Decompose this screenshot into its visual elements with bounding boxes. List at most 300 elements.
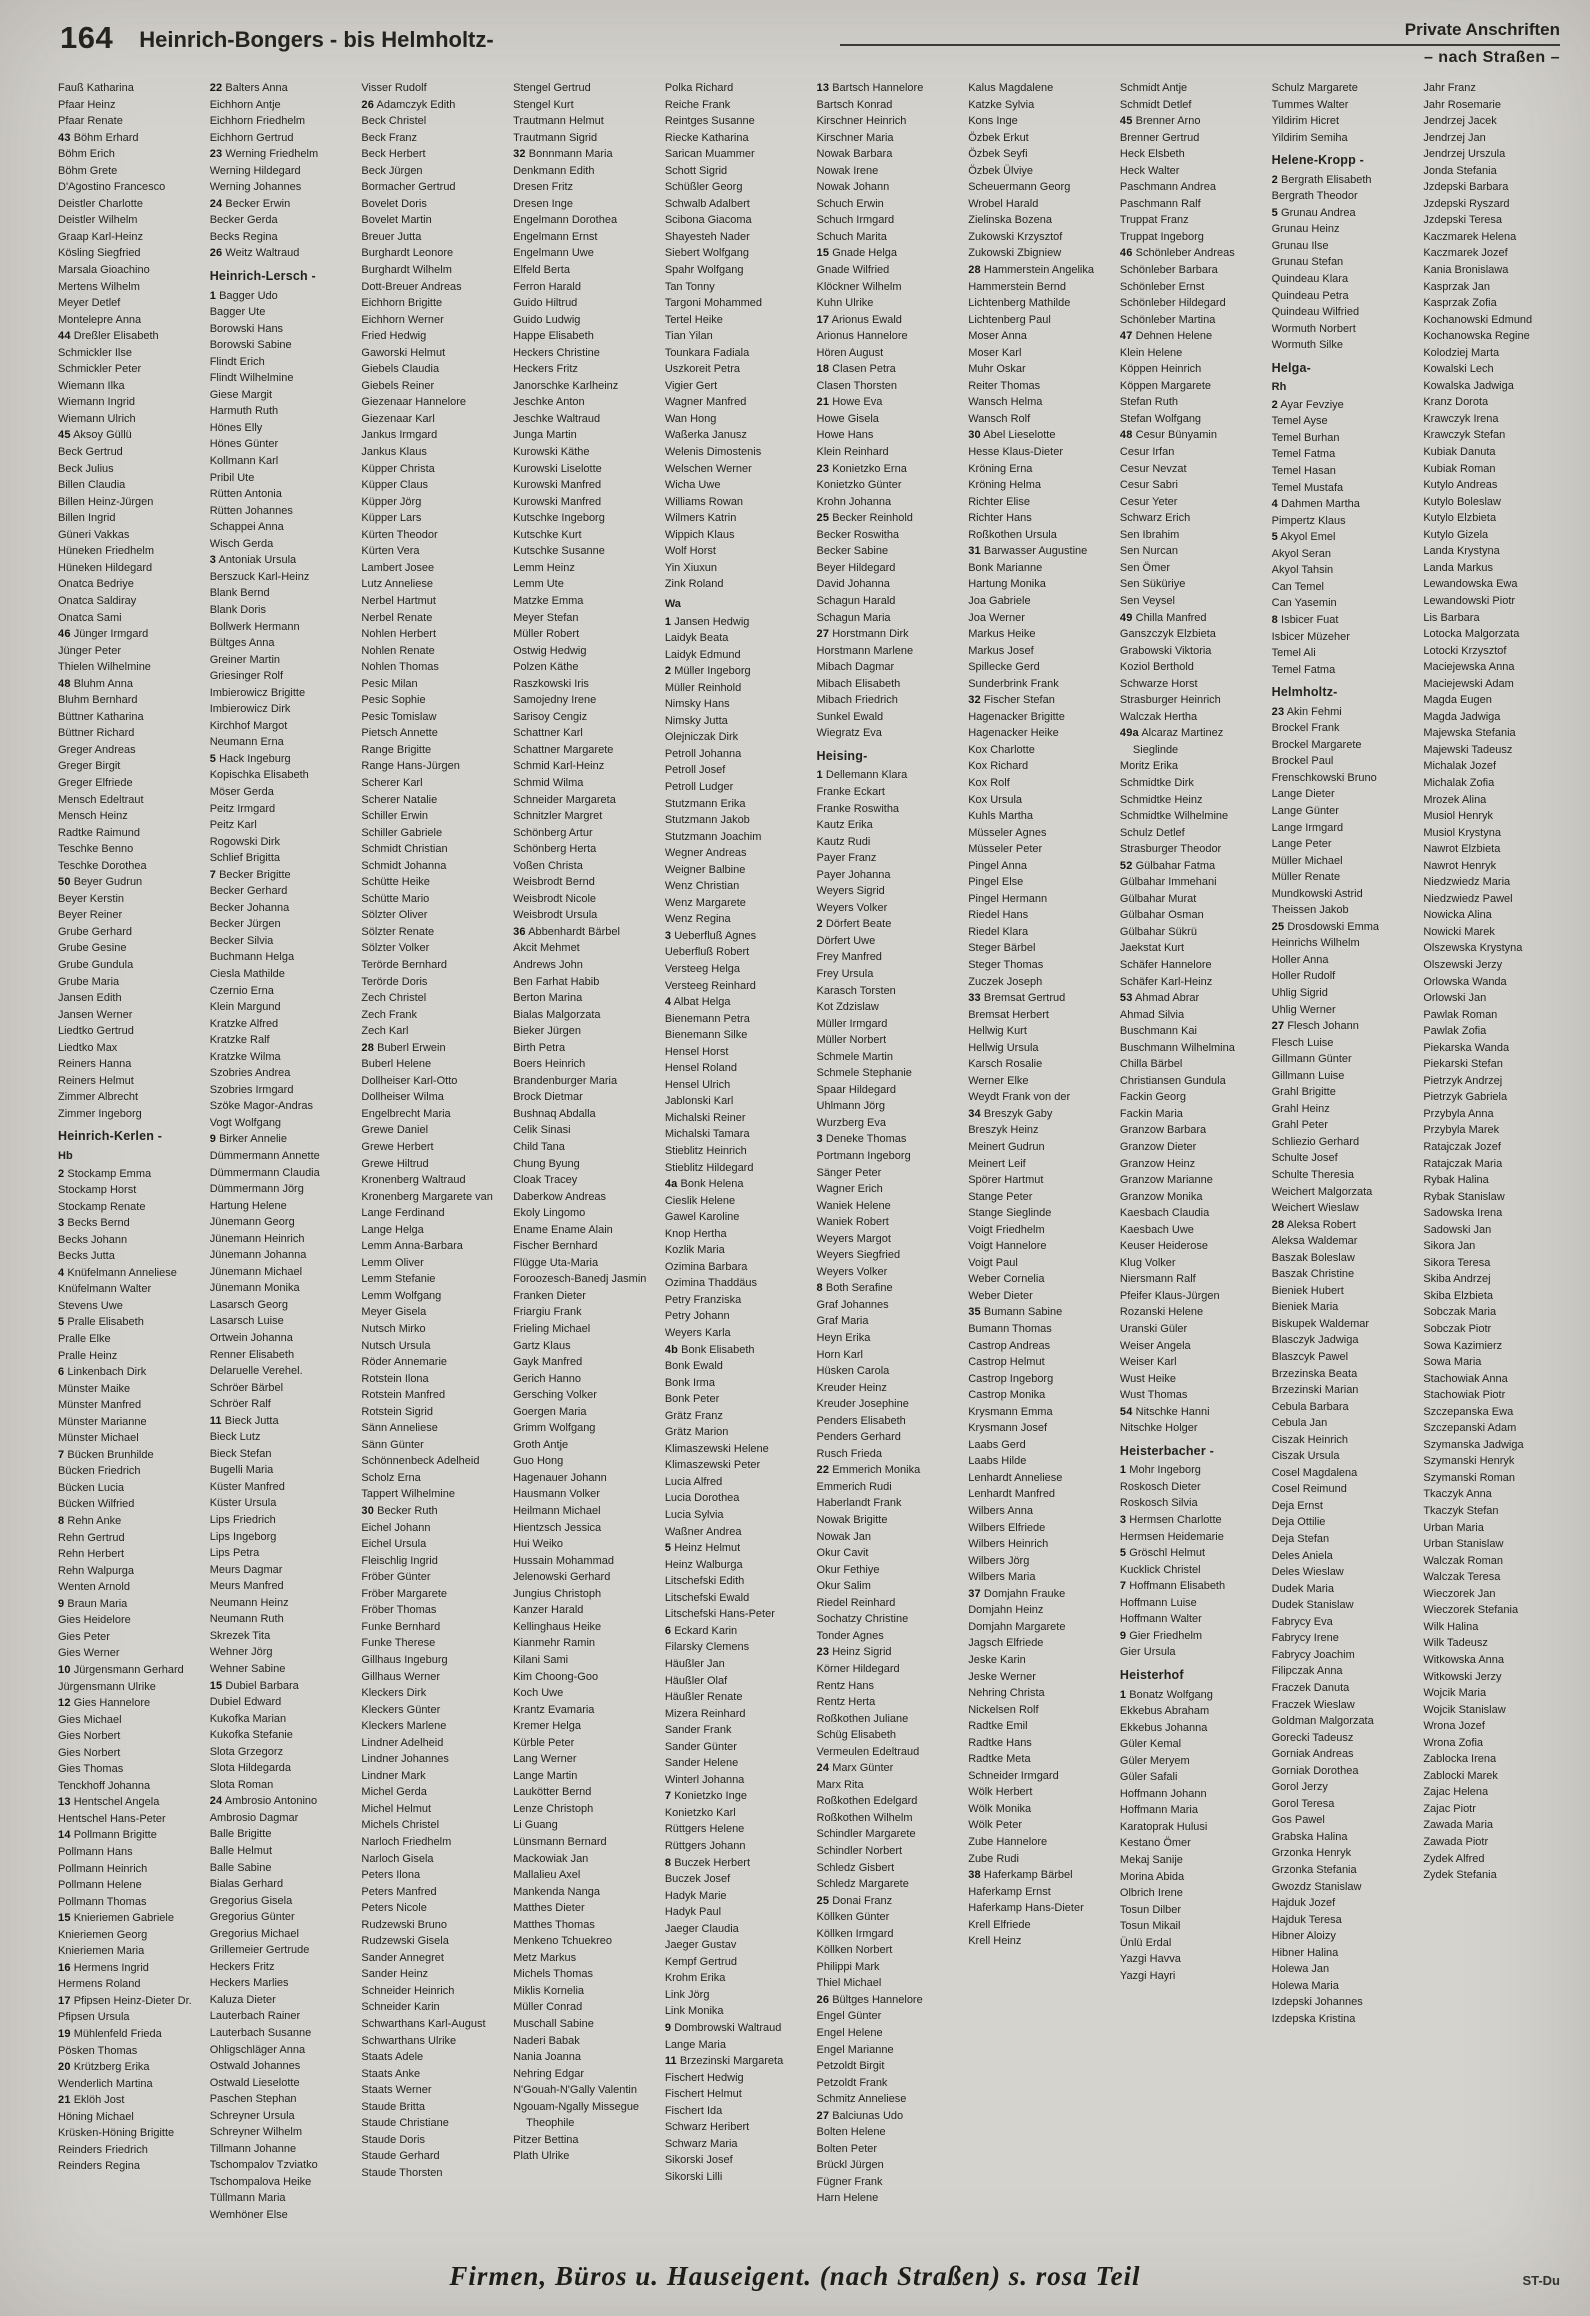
directory-entry: Borowski Sabine [209,339,292,352]
directory-entry: Neumann Ruth [209,1613,284,1626]
directory-entry: Hartung Monika [968,578,1046,591]
directory-entry: Tenckhoff Johanna [58,1779,151,1792]
directory-entry: Jzdepski Ryszard [1423,197,1510,210]
directory-entry: Nawrot Elzbieta [1423,843,1501,856]
directory-entry: Waniek Helene [816,1199,891,1212]
directory-entry: 8 Both Serafine [816,1282,893,1295]
directory-entry: Küster Manfred [209,1480,285,1493]
house-number: 45 [1119,115,1133,128]
directory-entry: Bergrath Theodor [1271,190,1358,203]
directory-entry: 50 Beyer Gudrun [58,876,143,889]
directory-entry: Trautmann Sigrid [513,131,598,144]
directory-entry: Lasarsch Luise [209,1315,284,1328]
directory-entry: Janorschke Karlheinz [513,379,619,392]
directory-entry: Nowak Jan [816,1530,871,1543]
directory-entry: Olszewski Jerzy [1423,958,1503,971]
directory-entry: Köllken Günter [816,1911,890,1924]
directory-entry: 46 Schönleber Andreas [1119,247,1235,260]
directory-entry: Krüsken-Höning Brigitte [58,2127,175,2140]
directory-entry: Hui Weiko [513,1538,564,1551]
directory-entry: Ambrosio Dagmar [209,1811,299,1824]
directory-entry: 7 Hoffmann Elisabeth [1119,1580,1226,1593]
directory-entry: Strasburger Heinrich [1119,694,1221,707]
directory-entry: Tian Yilan [664,330,713,343]
directory-entry: Gier Ursula [1119,1646,1176,1659]
directory-entry: Pralle Elke [58,1333,111,1346]
directory-entry: Schreyner Ursula [209,2109,295,2122]
directory-entry: Szczepanski Adam [1423,1422,1517,1435]
directory-entry: Polka Richard [664,82,734,94]
directory-entry: Horn Karl [816,1348,863,1361]
directory-entry: Can Yasemin [1271,597,1337,610]
directory-entry: Frenschkowski Bruno [1271,771,1377,784]
directory-entry: Lange Martin [513,1769,578,1782]
house-number: 49 [1119,611,1133,624]
directory-entry: Ganszczyk Elzbieta [1119,628,1216,641]
directory-entry: Stutzmann Joachim [664,830,762,843]
directory-entry: Cieslik Helene [664,1194,736,1207]
directory-entry: 30 Abel Lieselotte [968,429,1056,442]
directory-entry: Moser Karl [968,346,1022,359]
directory-entry: Richter Elise [968,495,1030,508]
directory-entry: Meurs Dagmar [209,1563,283,1576]
directory-entry: Olbrich Irene [1119,1887,1183,1900]
directory-entry: 25 Donai Franz [816,1894,893,1907]
directory-entry: Frey Ursula [816,967,874,980]
directory-entry: Pollmann Helene [58,1879,142,1892]
directory-entry: Wenz Margarete [664,896,746,909]
directory-entry: Lemm Wolfgang [361,1289,442,1302]
directory-entry: Grunau Heinz [1271,223,1340,236]
directory-entry: Dollheiser Wilma [361,1091,444,1104]
directory-entry: 22 Balters Anna [209,82,288,94]
directory-entry: 10 Jürgensmann Gerhard [58,1663,184,1676]
column-9 [1272,80,1415,2027]
directory-entry: Kurowski Käthe [513,446,590,459]
directory-entry: Targoni Mohammed [664,297,763,310]
directory-entry: Beck Christel [361,115,427,128]
directory-entry: Flesch Luise [1271,1036,1334,1049]
directory-entry: Markus Heike [968,628,1036,641]
directory-entry: Przybyla Marek [1423,1124,1500,1137]
directory-entry: Kutylo Gizela [1423,528,1489,541]
directory-entry: Schott Sigrid [664,164,728,177]
district-label: Rh [1271,381,1287,394]
directory-entry: Yin Xiuxun [664,561,717,574]
directory-entry: Staude Thorsten [361,2166,443,2179]
directory-entry: Becker Gerhard [209,885,288,898]
directory-entry: Giebels Reiner [361,379,435,392]
directory-entry: Bieker Jürgen [513,1025,581,1038]
directory-entry: Brock Dietmar [513,1091,583,1104]
directory-entry: Nohlen Herbert [361,628,436,641]
directory-entry: Hausmann Volker [513,1488,600,1501]
directory-entry: Bienemann Silke [664,1029,748,1042]
directory-entry: Engelmann Dorothea [513,214,618,227]
directory-entry: Weber Cornelia [968,1273,1045,1286]
directory-entry: Ciszak Ursula [1271,1450,1340,1463]
house-number: 9 [1119,1629,1127,1642]
directory-entry: 4 Dahmen Martha [1271,498,1360,511]
directory-entry: Schüßler Georg [664,181,743,194]
directory-entry: Grunau Ilse [1271,239,1329,252]
directory-entry: Uhlmann Jörg [816,1100,885,1113]
directory-entry: Graf Johannes [816,1298,889,1311]
directory-entry: Ename Ename Alain [513,1223,613,1236]
directory-entry: Friargiu Frank [513,1306,582,1319]
house-number: 32 [968,694,981,707]
directory-entry: Becker Sabine [816,545,889,558]
directory-entry: Wiegratz Eva [816,727,882,740]
house-number: 25 [816,1894,830,1907]
directory-entry: Temel Fatma [1271,663,1336,676]
directory-entry: Eichhorn Brigitte [361,297,443,310]
directory-entry: Kratzke Alfred [209,1017,279,1030]
directory-entry: 7 Konietzko Inge [664,1790,747,1803]
directory-entry: Pietrzyk Gabriela [1423,1091,1508,1104]
directory-entry: Ueberfluß Robert [664,946,750,959]
directory-entry: Scherer Natalie [361,793,438,806]
directory-entry: Schütte Heike [361,876,430,889]
directory-entry: Knieriemen Maria [58,1945,145,1958]
directory-entry: Wagner Erich [816,1183,883,1196]
directory-entry: Voigt Hannelore [968,1240,1047,1253]
directory-entry: Lauterbach Rainer [209,2010,301,2023]
house-number: 45 [58,429,71,442]
directory-entry: Münster Marianne [58,1415,147,1428]
house-number: 22 [816,1464,830,1477]
directory-entry: Ostwald Johannes [209,2060,301,2073]
directory-entry: Balle Brigitte [209,1828,272,1841]
header-right-line2: – nach Straßen – [1423,49,1560,66]
directory-entry: Ohligschläger Anna [209,2043,306,2056]
directory-entry: Schmid Wilma [513,776,584,789]
footer-note: Firmen, Büros u. Hauseigent. (nach Straßen) s. rosa Teil [449,2261,1141,2291]
directory-entry: Schwarz Maria [664,2137,738,2150]
directory-entry: Cosel Magdalena [1271,1466,1358,1479]
directory-entry: Frey Manfred [816,951,882,964]
directory-entry: Sochatzy Christine [816,1613,909,1626]
directory-entry: Vermeulen Edeltraud [816,1745,920,1758]
district-label: Wa [664,597,681,610]
directory-entry: 8 Isbicer Fuat [1271,613,1339,626]
directory-entry: Rütten Johannes [209,504,293,517]
directory-entry: Zawada Maria [1423,1819,1494,1832]
directory-entry: Philippi Mark [816,1960,880,1973]
directory-entry: Gayk Manfred [513,1356,583,1369]
directory-entry: Jonda Stefania [1423,164,1497,177]
directory-entry: 38 Haferkamp Bärbel [968,1869,1073,1882]
directory-entry: Thielen Wilhelmine [58,661,151,674]
directory-entry: Schmidt Detlef [1119,98,1192,111]
directory-entry: Winterl Johanna [664,1773,745,1786]
directory-entry: Schwarthans Karl-August [361,2017,486,2030]
directory-entry: Fleischlig Ingrid [361,1554,438,1567]
directory-entry: Bolten Peter [816,2142,878,2155]
directory-entry: Payer Johanna [816,868,891,881]
directory-entry: Lucia Alfred [664,1475,723,1488]
directory-entry: Kollmann Karl [209,455,279,468]
directory-entry: Menkeno Tchuekreo [513,1935,612,1948]
directory-entry: Gülbahar Sükrü [1119,925,1197,938]
directory-entry: Grillemeier Gertrude [209,1944,310,1957]
directory-entry: Sen Süküriye [1119,578,1186,591]
directory-entry: Kronenberg Margarete van [361,1190,493,1203]
directory-entry: Miklis Kornelia [513,1984,585,1997]
directory-entry: Jablonski Karl [664,1095,734,1108]
directory-entry: Nowak Johann [816,181,890,194]
directory-entry: Kochanowski Edmund [1423,313,1533,326]
directory-entry: Gillmann Günter [1271,1053,1352,1066]
directory-entry: Range Brigitte [361,743,432,756]
directory-entry: Orlowska Wanda [1423,975,1507,988]
directory-entry: Stieblitz Hildegard [664,1161,754,1174]
directory-entry: Zajac Helena [1423,1786,1489,1799]
directory-entry: Reiche Frank [664,98,731,111]
directory-entry: Mekaj Sanije [1119,1853,1183,1866]
directory-entry: Grabska Halina [1271,1830,1348,1843]
directory-entry: Sowa Kazimierz [1423,1339,1503,1352]
directory-entry: Balle Sabine [209,1861,272,1874]
directory-entry: Berszuck Karl-Heinz [209,570,310,583]
directory-entry: Eichhorn Friedhelm [209,115,306,128]
directory-entry: David Johanna [816,578,890,591]
directory-entry: Wrona Zofia [1423,1736,1484,1749]
directory-entry: Bagger Ute [209,306,266,319]
directory-entry: Franke Roswitha [816,802,900,815]
house-number: 2 [1271,173,1278,186]
house-number: 21 [58,2094,71,2107]
directory-entry: Beck Gertrud [58,446,123,459]
directory-entry: Schledz Gisbert [816,1861,895,1874]
house-number: 5 [58,1316,65,1329]
directory-entry: Groth Antje [513,1438,569,1451]
directory-entry: Buchmann Helga [209,951,295,964]
directory-entry: Zech Christel [361,992,427,1005]
directory-entry: Tschompalova Heike [209,2175,312,2188]
directory-entry: Penders Gerhard [816,1431,901,1444]
house-number: 15 [58,1912,71,1925]
directory-entry: Terörde Bernhard [361,958,448,971]
directory-entry: Kozlik Maria [664,1244,725,1257]
directory-entry: Child Tana [513,1141,565,1153]
directory-entry: Hibner Halina [1271,1946,1339,1959]
directory-entry: Tounkara Fadiala [664,346,750,359]
directory-entry: Stieblitz Heinrich [664,1145,747,1157]
directory-entry: Pingel Else [968,876,1024,889]
directory-entry: Payer Franz [816,852,877,865]
directory-entry: Müller Irmgard [816,1017,888,1030]
directory-entry: Fischert Hedwig [664,2071,744,2084]
column-1 [58,80,201,2175]
directory-entry: Bushnaq Abdalla [513,1107,596,1120]
directory-entry: Lauterbach Susanne [209,2026,312,2039]
directory-entry: Schliezio Gerhard [1271,1135,1360,1148]
directory-entry: Junga Martin [513,429,577,442]
directory-entry: Lambert Josee [361,561,435,574]
directory-entry: Zydek Stefania [1423,1869,1497,1882]
directory-entry: Heck Walter [1119,164,1180,177]
directory-entry: 3 Antoniak Ursula [209,554,297,567]
directory-entry: Richter Hans [968,512,1032,525]
directory-entry: Klimaszewski Helene [664,1442,769,1455]
directory-entry: Eichhorn Antje [209,98,281,111]
directory-entry: Büttner Richard [58,727,135,740]
directory-entry: Mertens Wilhelm [58,280,140,293]
directory-entry: Okur Salim [816,1580,871,1593]
directory-entry: Krohm Erika [664,1972,726,1985]
house-number: 1 [816,769,823,782]
directory-entry: 43 Böhm Erhard [58,131,139,144]
directory-entry: Beck Herbert [361,148,426,161]
directory-entry: Kröning Helma [968,479,1041,492]
house-number: 43 [58,131,71,144]
directory-entry: Jagsch Elfriede [968,1637,1044,1650]
directory-entry: Hermsen Heidemarie [1119,1530,1224,1543]
directory-entry: Meyer Detlef [58,297,121,310]
directory-entry: Sobczak Piotr [1423,1323,1492,1336]
directory-entry: Wilbers Maria [968,1571,1036,1584]
directory-entry: Kox Charlotte [968,743,1035,756]
directory-entry: Pfaar Renate [58,115,123,128]
directory-entry: Andrews John [513,958,583,971]
house-number: 2 [664,665,672,678]
directory-entry: 23 Heinz Sigrid [816,1646,892,1659]
directory-entry: Kautz Erika [816,819,873,832]
directory-entry: Lichtenberg Paul [968,313,1051,326]
directory-entry: Buschmann Kai [1119,1025,1197,1038]
directory-entry: Moritz Erika [1119,760,1178,773]
directory-entry: Portmann Ingeborg [816,1150,911,1162]
directory-entry: Wilk Tadeusz [1423,1637,1488,1650]
directory-entry: Schuch Erwin [816,197,884,210]
directory-entry: Sander Frank [664,1724,732,1737]
directory-entry: Kanzer Harald [513,1604,584,1617]
directory-entry: Hüsken Carola [816,1365,890,1378]
column-6 [817,80,960,2207]
directory-entry: Rehn Gertrud [58,1531,125,1544]
directory-entry: Schüg Elisabeth [816,1729,897,1742]
directory-entry: 2 Dörfert Beate [816,918,892,931]
directory-entry: Christiansen Gundula [1119,1074,1226,1087]
directory-entry: Cesur Sabri [1119,479,1178,492]
directory-entry: Nickelsen Rolf [968,1703,1039,1716]
directory-entry: Scholz Erna [361,1471,421,1484]
house-number: 53 [1119,992,1133,1005]
directory-entry: Fischer Bernhard [513,1240,598,1253]
directory-entry: Laabs Hilde [968,1455,1027,1468]
directory-entry: Eichhorn Gertrud [209,131,294,144]
directory-entry: Radtke Raimund [58,826,140,839]
directory-entry: Clasen Thorsten [816,379,898,392]
directory-entry: 54 Nitschke Hanni [1119,1405,1210,1418]
directory-entry: Fraczek Danuta [1271,1681,1350,1694]
directory-entry: Mibach Elisabeth [816,677,901,690]
directory-entry: Bieniek Maria [1271,1301,1339,1314]
directory-entry: Schmickler Peter [58,363,142,376]
directory-entry: Kellinghaus Heike [513,1620,602,1633]
directory-entry: Quindeau Petra [1271,289,1349,302]
directory-entry: Küpper Claus [361,479,429,492]
directory-entry: Kianmehr Ramin [513,1637,596,1650]
directory-entry: Dudek Stanislaw [1271,1599,1354,1612]
directory-entry: Kaesbach Uwe [1119,1223,1194,1236]
directory-entry: 3 Becks Bernd [58,1217,130,1230]
directory-entry: Blank Doris [209,603,266,616]
directory-entry: Jzdepski Barbara [1423,181,1509,194]
directory-entry: Hentschel Hans-Peter [58,1812,166,1825]
directory-entry: Markus Josef [968,644,1034,657]
directory-entry: Cosel Reimund [1271,1483,1347,1496]
directory-entry: Jahr Franz [1423,82,1476,94]
directory-entry: Grube Maria [58,975,120,988]
directory-entry: Howe Hans [816,429,874,442]
house-number: 17 [58,1994,71,2007]
directory-entry: Liedtko Max [58,1041,118,1054]
directory-entry: Riedel Reinhard [816,1596,896,1609]
directory-entry: Kreuder Heinz [816,1381,887,1394]
directory-entry: Schönleber Martina [1119,313,1216,326]
directory-entry: Güneri Vakkas [58,528,130,541]
directory-entry: Fröber Margarete [361,1587,447,1600]
directory-entry: Ekkebus Johanna [1119,1721,1208,1734]
directory-entry: Sadowska Irena [1423,1207,1503,1220]
directory-entry: Schmitz Anneliese [816,2093,907,2106]
directory-entry: Heilmann Michael [513,1505,601,1518]
directory-entry: Graap Karl-Heinz [58,230,143,243]
street-header: Heising- [816,748,868,763]
directory-entry: Rusch Frieda [816,1447,882,1460]
house-number: 54 [1119,1405,1133,1418]
directory-entry: Wan Hong [664,412,717,425]
directory-entry: Chilla Bärbel [1119,1058,1183,1071]
directory-entry: Temel Ali [1271,647,1316,660]
directory-entry: Dresen Inge [513,197,574,210]
directory-entry: Stefan Ruth [1119,396,1179,409]
directory-entry: Giebels Claudia [361,363,440,376]
directory-entry: Michels Thomas [513,1968,593,1981]
directory-entry: Eichhorn Werner [361,313,444,326]
directory-entry: Kürten Vera [361,545,420,558]
directory-entry: Laabs Gerd [968,1438,1026,1451]
directory-entry: Wormuth Norbert [1271,322,1356,335]
house-number: 10 [58,1663,71,1676]
directory-entry: Metz Markus [513,1951,577,1964]
directory-entry: Eichel Johann [361,1521,431,1534]
directory-entry: Lichtenberg Mathilde [968,297,1071,310]
directory-entry: Liedtko Gertrud [58,1025,134,1038]
directory-entry: Holler Rudolf [1271,970,1336,983]
directory-entry: Ostwald Lieselotte [209,2076,300,2089]
directory-entry: Kreuder Josephine [816,1398,909,1411]
directory-entry: Laukötter Bernd [513,1786,592,1799]
directory-entry: Hoffmann Walter [1119,1613,1202,1626]
directory-entry: Dubiel Edward [209,1696,282,1709]
directory-entry: Meyer Gisela [361,1306,427,1319]
directory-entry: 1 Dellemann Klara [816,769,908,782]
directory-entry: Giezenaar Karl [361,412,435,425]
directory-entry: Magda Jadwiga [1423,710,1501,723]
directory-entry: Riecke Katharina [664,131,749,144]
directory-entry: Welschen Werner [664,462,752,475]
directory-entry: Kutylo Andreas [1423,479,1498,492]
directory-entry: Tkaczyk Stefan [1423,1505,1499,1518]
directory-entry: Castrop Monika [968,1389,1046,1402]
directory-entry: Quindeau Wilfried [1271,306,1360,319]
directory-entry: Wilbers Jörg [968,1554,1030,1567]
directory-entry: Flindt Erich [209,355,265,368]
directory-entry: 8 Rehn Anke [58,1515,122,1528]
